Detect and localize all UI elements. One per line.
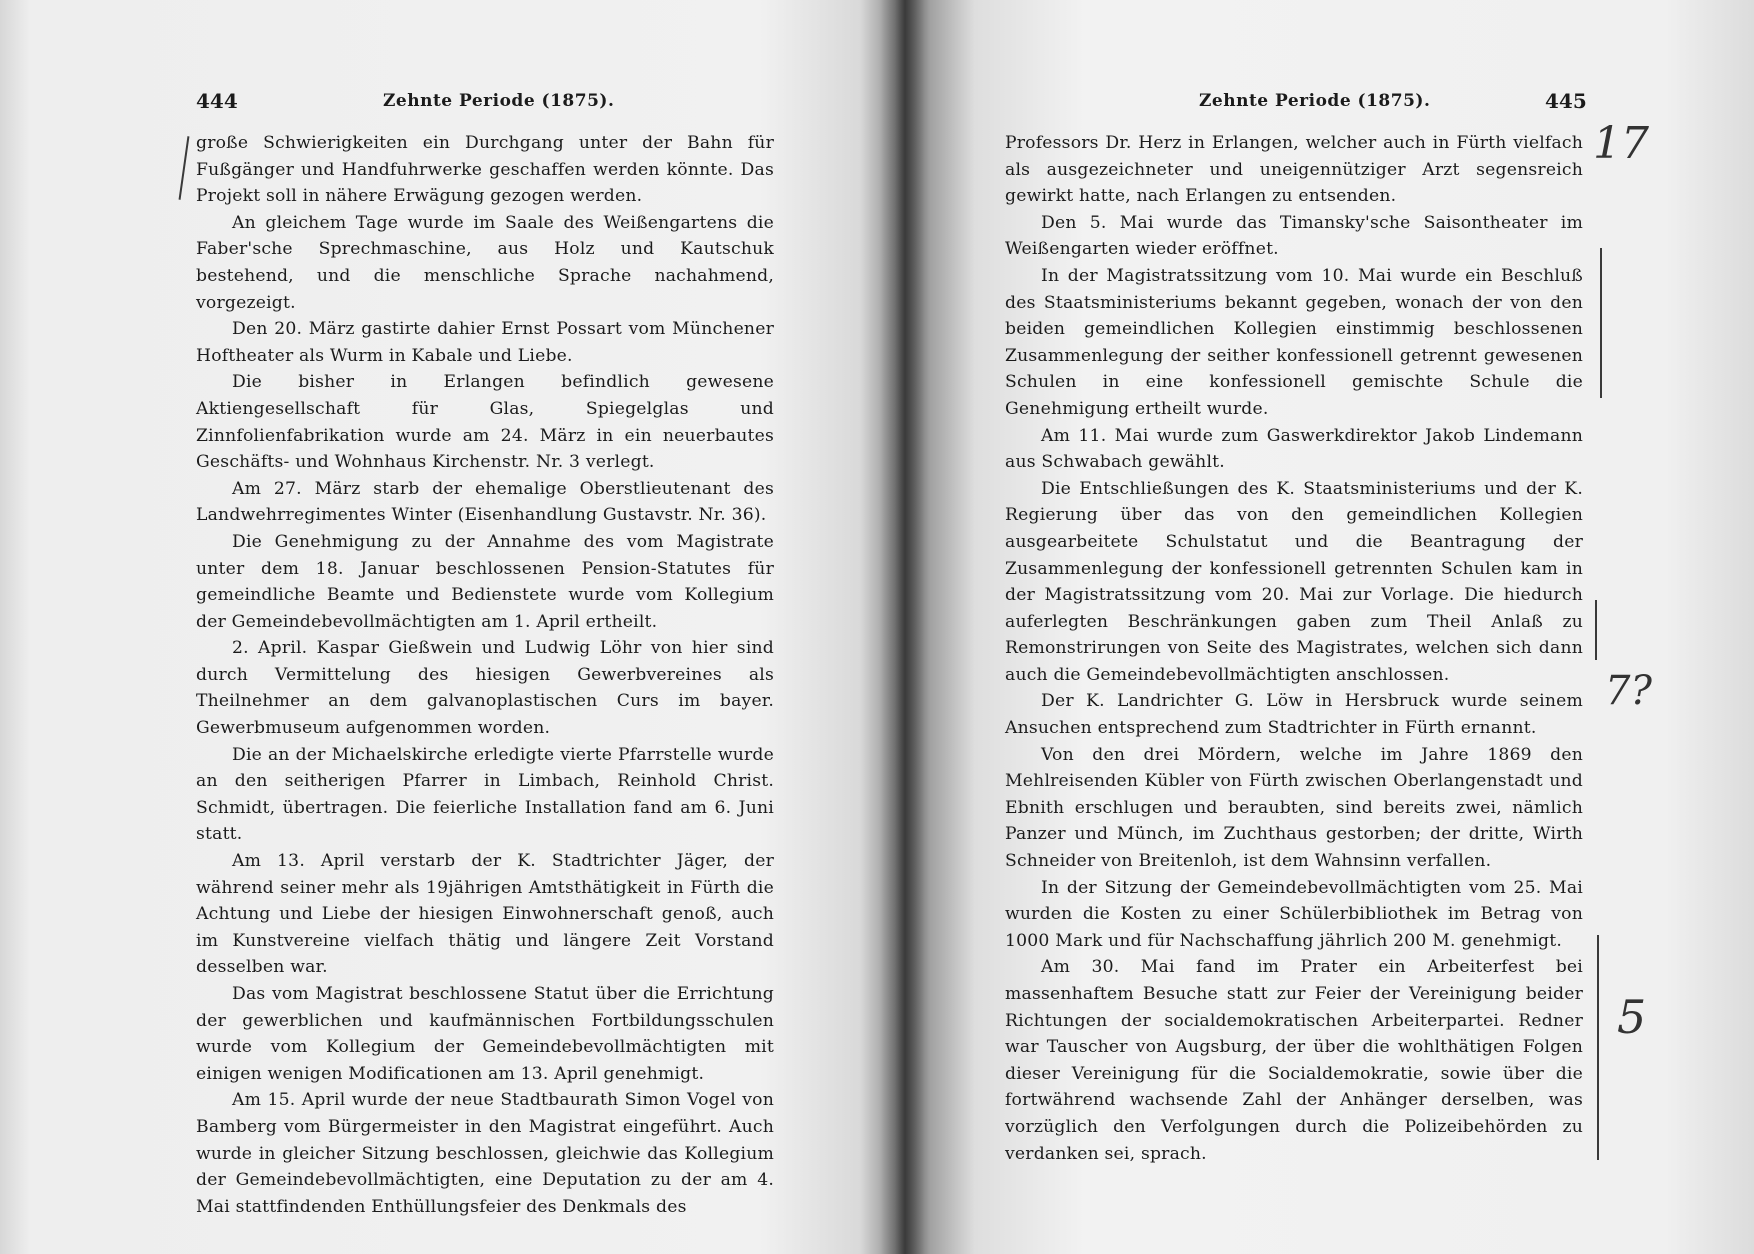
paragraph: Am 15. April wurde der neue Stadtbaurath Simon Vogel von Bamberg vom Bürgermeister in den Magistrat eingeführt. Auch wurde in gleicher Sitzung beschlossen, gleichwie das Kollegium der Gemeindebevollmächtigten, eine Deputation zu der am 4. Mai stattfindenden Enthüllungsfeier des Denkmals des [196,1090,774,1217]
paragraph: In der Sitzung der Gemeindebevollmächtigten vom 25. Mai wurden die Kosten zu einer Schülerbibliothek im Betrag von 1000 Mark und für Nachschaffung jährlich 200 M. genehmigt. [1005,877,1583,951]
left-page-text [196,130,774,1220]
paragraph: Am 13. April verstarb der K. Stadtrichter Jäger, der während seiner mehr als 19jährigen Amtsthätigkeit in Fürth die Achtung und Liebe der hiesigen Einwohnerschaft genoß, auch im Kunstvereine vielfach thätig und längere Zeit Vorstand desselben war. [196,851,774,978]
right-page [905,0,1754,1254]
paragraph: In der Magistratssitzung vom 10. Mai wurde ein Beschluß des Staatsministeriums bekannt gegeben, wonach der von den beiden gemeindlichen Kollegien einstimmig beschlossenen Zusammenlegung der seither konfessionell getrennt gewesenen Schulen in eine konfessionell gemischte Schule die Genehmigung ertheilt wurde. [1005,265,1583,419]
paragraph: Am 30. Mai fand im Prater ein Arbeiterfest bei massenhaftem Besuche statt zur Feier der Vereinigung beider Richtungen der socialdemokratischen Arbeiterpartei. Redner war Tauscher von Augsburg, der über die wohlthätigen Folgen dieser Vereinigung für die Socialdemokratie, sowie über die fortwährend wachsende Zahl der Anhänger derselben, was vorzüglich den Verfolgungen durch die Polizeibehörden zu verdanken sei, sprach. [1005,957,1583,1164]
paragraph: Die Entschließungen des K. Staatsministeriums und der K. Regierung über das von den gemeindlichen Kollegien ausgearbeitete Schulstatut und die Beantragung der Zusammenlegung der konfessionell getrennten Schulen kam in der Magistratssitzung vom 20. Mai zur Vorlage. Die hiedurch auferlegten Beschränkungen gaben zum Theil Anlaß zu Remonstrirungen von Seite des Magistrates, welchen sich dann auch die Gemeindebevollmächtigten anschlossen. [1005,478,1583,685]
right-page-text [1005,130,1583,1167]
margin-pencil-line [1597,935,1599,1160]
margin-note: 5 [1617,990,1647,1044]
paragraph: Die Genehmigung zu der Annahme des vom Magistrate unter dem 18. Januar beschlossenen Pension-Statutes für gemeindliche Beamte und Bedienstete wurde vom Kollegium der Gemeindebevollmächtigten am 1. April ertheilt. [196,531,774,632]
paragraph: Von den drei Mördern, welche im Jahre 1869 den Mehlreisenden Kübler von Fürth zwischen Oberlangenstadt und Ebnith erschlugen und beraubten, sind bereits zwei, nämlich Panzer und Münch, im Zuchthaus gestorben; der dritte, Wirth Schneider von Breitenloh, ist dem Wahnsinn verfallen. [1005,744,1583,872]
paragraph: Am 27. März starb der ehemalige Oberstlieutenant des Landwehrregimentes Winter (Eisenhandlung Gustavstr. Nr. 36). [196,478,774,526]
running-title: Zehnte Periode (1875). [383,91,615,111]
running-title: Zehnte Periode (1875). [1199,91,1431,111]
right-page-header [905,86,1754,116]
page-number: 445 [1545,89,1587,113]
paragraph: Die bisher in Erlangen befindlich gewesene Aktiengesellschaft für Glas, Spiegelglas und Zinnfolienfabrikation wurde am 24. März in ein neuerbautes Geschäfts- und Wohnhaus Kirchenstr. Nr. 3 verlegt. [196,372,774,473]
margin-note: 7? [1605,668,1652,714]
margin-pencil-line [1600,248,1602,398]
paragraph: Die an der Michaelskirche erledigte vierte Pfarrstelle wurde an den seitherigen Pfarrer in Limbach, Reinhold Christ. Schmidt, übertragen. Die feierliche Installation fand am 6. Juni statt. [196,744,774,845]
paragraph: 2. April. Kaspar Gießwein und Ludwig Löhr von hier sind durch Vermittelung des hiesigen Gewerbvereines als Theilnehmer an dem galvanoplastischen Curs im bayer. Gewerbmuseum aufgenommen worden. [196,638,774,739]
margin-pencil-line [179,136,190,200]
left-page-header [0,86,905,116]
paragraph: Der K. Landrichter G. Löw in Hersbruck wurde seinem Ansuchen entsprechend zum Stadtrichter in Fürth ernannt. [1005,691,1583,739]
paragraph: Das vom Magistrat beschlossene Statut über die Errichtung der gewerblichen und kaufmännischen Fortbildungsschulen wurde vom Kollegium der Gemeindebevollmächtigten mit einigen wenigen Modificationen am 13. April genehmigt. [196,984,774,1084]
page-number: 444 [196,89,238,113]
margin-note: 17 [1593,118,1649,169]
paragraph: Den 5. Mai wurde das Timansky'sche Saisontheater im Weißengarten wieder eröffnet. [1005,212,1583,260]
paragraph: An gleichem Tage wurde im Saale des Weißengartens die Faber'sche Sprechmaschine, aus Holz und Kautschuk bestehend, und die menschliche Sprache nachahmend, vorgezeigt. [196,212,774,313]
book-gutter [880,0,930,1254]
paragraph: Am 11. Mai wurde zum Gaswerkdirektor Jakob Lindemann aus Schwabach gewählt. [1005,425,1583,473]
paragraph: Professors Dr. Herz in Erlangen, welcher auch in Fürth vielfach als ausgezeichneter und uneigennütziger Arzt segensreich gewirkt hatte, nach Erlangen zu entsenden. [1005,133,1583,207]
paragraph: große Schwierigkeiten ein Durchgang unter der Bahn für Fußgänger und Handfuhrwerke geschaffen werden könnte. Das Projekt soll in nähere Erwägung gezogen werden. [196,133,774,207]
margin-pencil-line [1595,600,1597,660]
paragraph: Den 20. März gastirte dahier Ernst Possart vom Münchener Hoftheater als Wurm in Kabale und Liebe. [196,319,774,366]
